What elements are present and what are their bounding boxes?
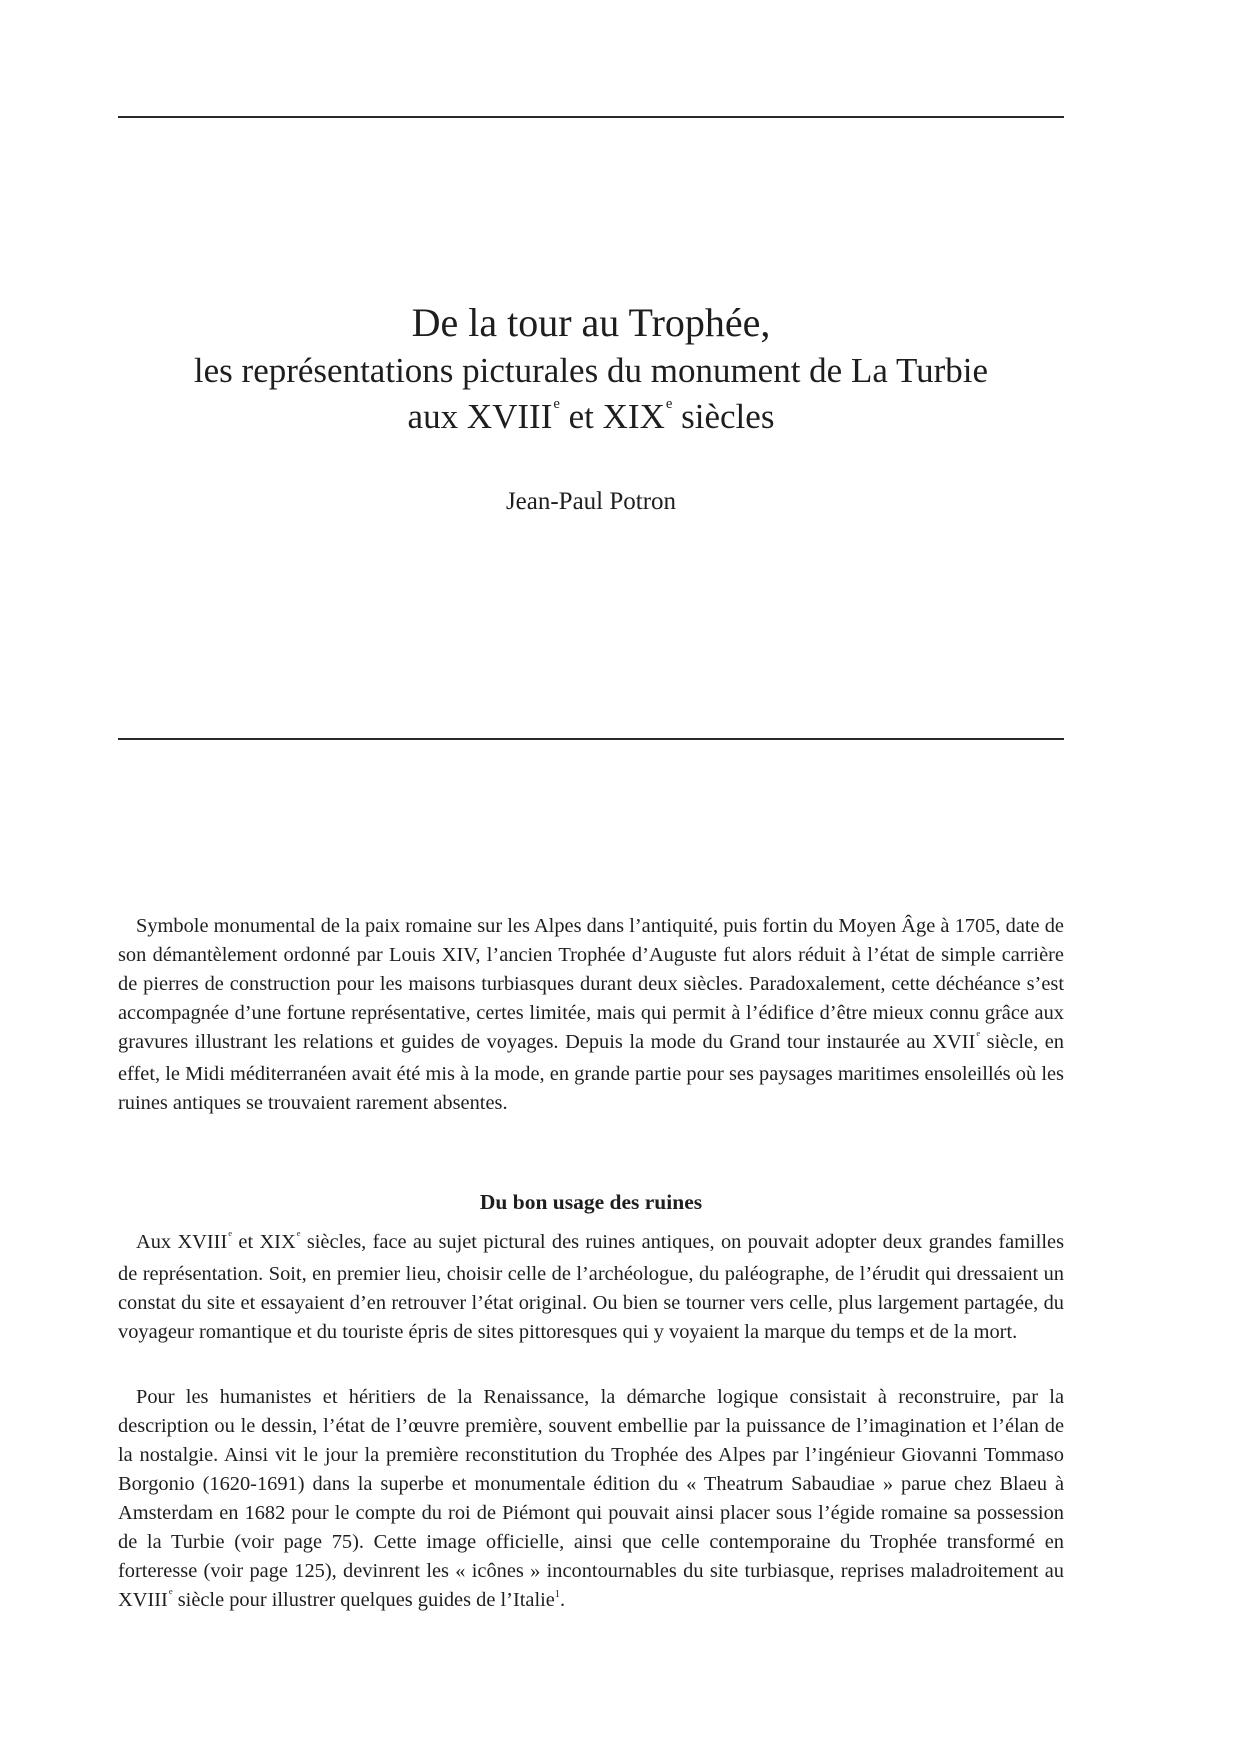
bottom-rule [118,738,1064,740]
title-line-1: De la tour au Trophée, [411,300,771,345]
intro-paragraph: Symbole monumental de la paix romaine sur les Alpes dans l’antiquité, puis fortin du Moyen Âge à 1705, date de son démantèlement ordonné par Louis XIV, l’ancien Trophée d’Auguste fut alors réduit à l’état de simple carrière de pierres de construction pour les maisons turbiasques durant deux siècles. Paradoxalement, cette déchéance s’est accompagnée d’une fortune représentative, certes limitée, mais qui permit à l’édifice d’être mieux connu grâce aux gravures illustrant les relations et guides de voyages. Depuis la mode du Grand tour instaurée au XVIIe siècle, en effet, le Midi méditerranéen avait été mis à la mode, en grande partie pour ses paysages maritimes ensoleillés où les ruines antiques se trouvaient rarement absentes. [118,915,1064,1114]
top-rule [118,116,1064,118]
title-line-3: aux XVIIIe et XIXe siècles [407,396,775,436]
body-paragraph-1: Aux XVIIIe et XIXe siècles, face au sujet pictural des ruines antiques, on pouvait adopter deux grandes familles de représentation. Soit, en premier lieu, choisir celle de l’archéologue, du paléographe, de l’érudit qui dressaient un constat du site et essayaient d’en retrouver l’état original. Ou bien se tourner vers celle, plus largement partagée, du voyageur romantique et du touriste épris de sites pittoresques qui y voyaient la marque du temps et de la mort. [118,1228,1065,1343]
article-title [118,298,1064,447]
footnote-reference[interactable]: 1 [554,1589,560,1601]
author-name: Jean-Paul Potron [505,488,677,515]
body-paragraph-2: Pour les humanistes et héritiers de la Renaissance, la démarche logique consistait à reconstruire, par la description ou le dessin, l’état de l’œuvre première, souvent embellie par la puissance de l’imagination et l’élan de la nostalgie. Ainsi vit le jour la première reconstitution du Trophée des Alpes par l’ingénieur Giovanni Tommaso Borgonio (1620-1691) dans la superbe et monumentale édition du « Theatrum Sabaudiae » parue chez Blaeu à Amsterdam en 1682 pour le compte du roi de Piémont qui pouvait ainsi placer sous l’égide romaine sa possession de la Turbie (voir page 75). Cette image officielle, ainsi que celle contemporaine du Trophée transformé en forteresse (voir page 125), devinrent les « icônes » incontournables du site turbiasque, reprises maladroitement au XVIIIe siècle pour illustrer quelques guides de l’Italie$^1$. [118,1386,1064,1611]
section-heading: Du bon usage des ruines [479,1190,703,1214]
title-line-2: les représentations picturales du monument de La Turbie [193,351,989,390]
